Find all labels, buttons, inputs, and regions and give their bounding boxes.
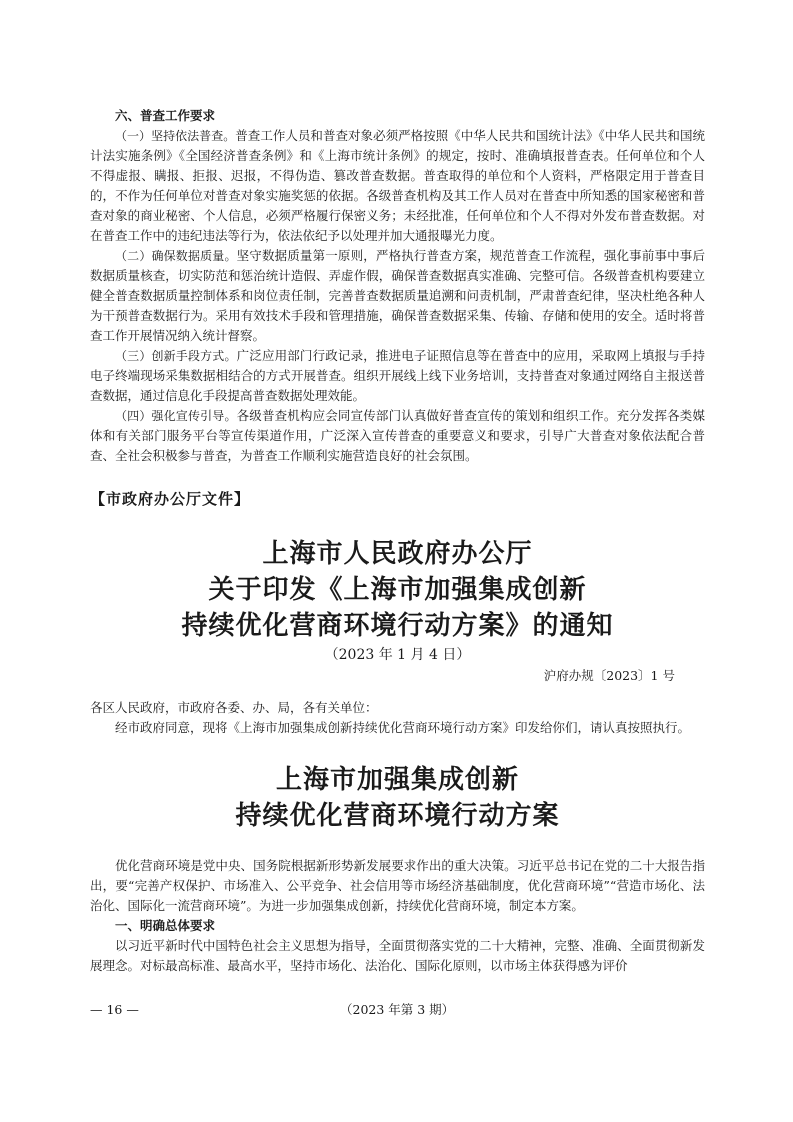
requirement-item-text: 坚守数据质量第一原则，严格执行普查方案，规范普查工作流程，强化事前事中事后数据质量核查，切实防范和惩治统计造假、弄虚作假，确保普查数据真实准确、完整可信。各级普查机构要建立健全普查数据质量控制体系和岗位责任制，完善普查数据质量追溯和问责机制，严肃普查纪律，坚决杜绝各种人为干预普查数据行为。采用有效技术手段和管理措施，确保普查数据采集、传输、存储和使用的安全。适时将普查工作开展情况纳入统计督察。 [90, 248, 705, 343]
page-number: — 16 — [90, 1002, 139, 1017]
section-six-heading: 六、普查工作要求 [115, 108, 216, 123]
document-number: 沪府办规〔2023〕1 号 [543, 668, 675, 683]
page-footer [90, 1000, 705, 1020]
section-tag: 【市政府办公厅文件】 [90, 490, 251, 508]
issue-label: （2023 年第 3 期） [340, 1002, 455, 1017]
requirement-item-text: 普查工作人员和普查对象必须严格按照《中华人民共和国统计法》《中华人民共和国统计法实施条例》《全国经济普查条例》和《上海市统计条例》的规定，按时、准确填报普查表。任何单位和个人不得虚报、瞒报、拒报、迟报，不得伪造、篡改普查数据。普查取得的单位和个人资料，严格限定用于普查目的，不作为任何单位对普查对象实施奖惩的依据。各级普查机构及其工作人员对在普查中所知悉的国家秘密和普查对象的商业秘密、个人信息，必须严格履行保密义务；未经批准，任何单位和个人不得对外发布普查数据。对在普查工作中的违纪违法等行为，依法依纪予以处理并加大通报曝光力度。 [90, 128, 705, 243]
requirement-item-text: 各级普查机构应会同宣传部门认真做好普查宣传的策划和组织工作。充分发挥各类媒体和有关部门服务平台等宣传渠道作用，广泛深入宣传普查的重要意义和要求，引导广大普查对象依法配合普查、全社会积极参与普查，为普查工作顺利实施营造良好的社会氛围。 [90, 408, 705, 463]
notice-body: 经市政府同意，现将《上海市加强集成创新持续优化营商环境行动方案》印发给你们，请认真按照执行。 [115, 720, 691, 735]
notice-date: （2023 年 1 月 4 日） [324, 647, 471, 663]
requirement-item-label: （三）创新手段方式。 [115, 349, 237, 363]
requirement-item-label: （二）确保数据质量。 [115, 249, 237, 263]
requirement-item-3 [90, 346, 705, 406]
plan-title-line-2: 持续优化营商环境行动方案 [235, 801, 560, 831]
plan-title-line-1: 上海市加强集成创新 [275, 765, 519, 795]
requirement-item-label: （一）坚持依法普查。 [115, 129, 236, 143]
notice-title-line-2: 关于印发《上海市加强集成创新 [208, 575, 587, 605]
document-page [90, 0, 705, 976]
plan-section-one-heading: 一、明确总体要求 [115, 918, 216, 933]
requirement-item-2 [90, 246, 705, 346]
requirement-item-1 [90, 126, 705, 246]
plan-intro: 优化营商环境是党中央、国务院根据新形势新发展要求作出的重大决策。习近平总书记在党的二十大报告指出，要“完善产权保护、市场准入、公平竞争、社会信用等市场经济基础制度，优化营商环境”“营造市场化、法治化、国际化一流营商环境”。为进一步加强集成创新，持续优化营商环境，制定本方案。 [90, 858, 705, 913]
notice-addressee: 各区人民政府，市政府各委、办、局，各有关单位： [90, 700, 378, 715]
notice-title-line-3: 持续优化营商环境行动方案》的通知 [181, 611, 614, 641]
notice-title-line-1: 上海市人民政府办公厅 [262, 539, 533, 569]
requirement-item-4 [90, 406, 705, 466]
requirement-item-label: （四）强化宣传引导。 [115, 409, 237, 423]
plan-section-one-text: 以习近平新时代中国特色社会主义思想为指导，全面贯彻落实党的二十大精神，完整、准确、全面贯彻新发展理念。对标最高标准、最高水平，坚持市场化、法治化、国际化原则，以市场主体获得感为评价 [90, 938, 705, 973]
requirement-item-text: 广泛应用部门行政记录，推进电子证照信息等在普查中的应用，采取网上填报与手持电子终端现场采集数据相结合的方式开展普查。组织开展线上线下业务培训，支持普查对象通过网络自主报送普查数据，通过信息化手段提高普查数据处理效能。 [90, 348, 705, 403]
